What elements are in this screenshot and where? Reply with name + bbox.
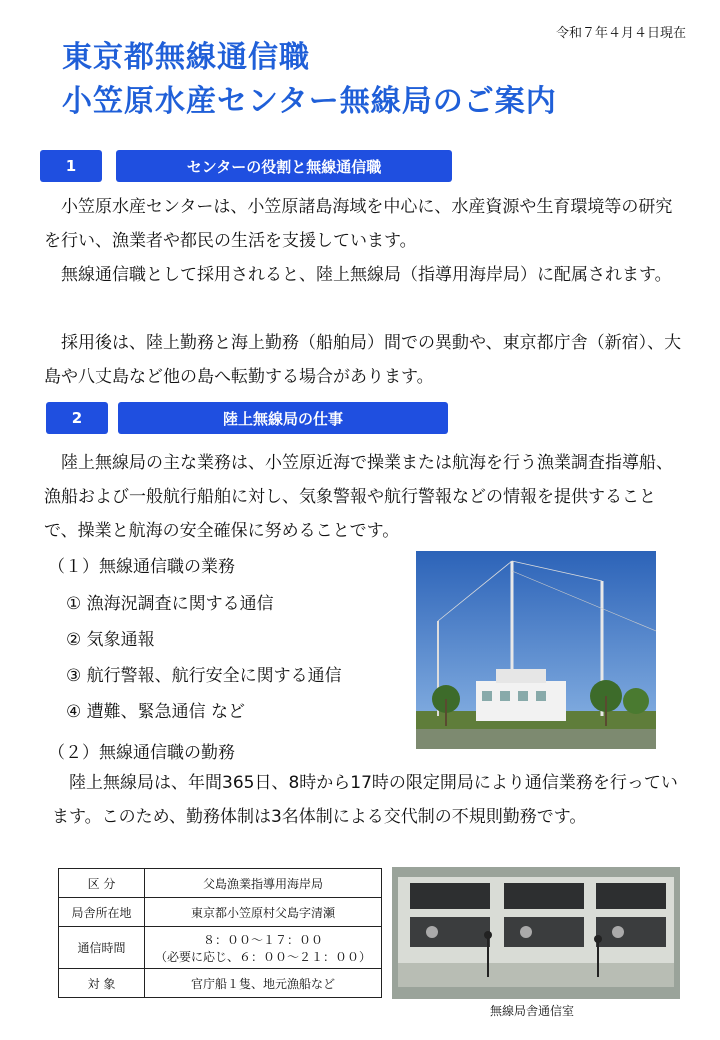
table-label: 対 象 [59,969,145,998]
section1-number: 1 [40,150,102,182]
table-value [145,927,382,969]
duty-item-3: ③ 航行警報、航行安全に関する通信 [66,666,342,686]
sub2-title: （２）無線通信職の勤務 [48,743,235,763]
table-label: 区 分 [59,869,145,898]
table-row [59,898,382,927]
table-value: 官庁船１隻、地元漁船など [145,969,382,998]
section1-paragraph-3: 採用後は、陸上勤務と海上勤務（船舶局）間での異動や、東京都庁舎（新宿）、大島や八丈島など他の島へ転勤する場合があります。 [44,333,682,387]
antenna-photo [416,551,656,749]
table-value-line2: （必要に応じ、６：００～２１：００） [154,949,371,964]
section2-intro: 陸上無線局の主な業務は、小笠原近海で操業または航海を行う漁業調査指導船、漁船および一般航行船舶に対し、気象警報や航行警報などの情報を提供することで、操業と航海の安全確保に努めることです。 [44,453,673,541]
table-label: 通信時間 [59,927,145,969]
section1-paragraph-2: 無線通信職として採用されると、陸上無線局（指導用海岸局）に配属されます。 [61,265,672,285]
date-stamp: 令和７年４月４日現在 [555,26,686,41]
section1-heading: センターの役割と無線通信職 [116,150,452,182]
table-value: 東京都小笠原村父島字清瀬 [145,898,382,927]
table-row [59,869,382,898]
duty-item-4: ④ 遭難、緊急通信 など [66,702,246,722]
section2-number: 2 [46,402,108,434]
duty-item-2: ② 気象通報 [66,630,155,650]
photo-caption: 無線局舎通信室 [490,1004,575,1018]
table-value-line1: ８：００～１７：００ [202,932,323,947]
table-row [59,927,382,969]
page-title-line1: 東京都無線通信職 [62,40,310,75]
section2-heading: 陸上無線局の仕事 [118,402,448,434]
table-value: 父島漁業指導用海岸局 [145,869,382,898]
table-row [59,969,382,998]
sub2-body: 陸上無線局は、年間365日、8時から17時の限定開局により通信業務を行っています。このため、勤務体制は3名体制による交代制の不規則勤務です。 [52,773,678,827]
sub1-title: （１）無線通信職の業務 [48,557,235,577]
radio-room-photo [392,867,680,999]
info-table [58,868,382,998]
page-title-line2: 小笠原水産センター無線局のご案内 [62,84,557,119]
table-label: 局舎所在地 [59,898,145,927]
section1-paragraph-1: 小笠原水産センターは、小笠原諸島海域を中心に、水産資源や生育環境等の研究を行い、漁業者や都民の生活を支援しています。 [44,197,673,251]
duty-item-1: ① 漁海況調査に関する通信 [66,594,274,614]
